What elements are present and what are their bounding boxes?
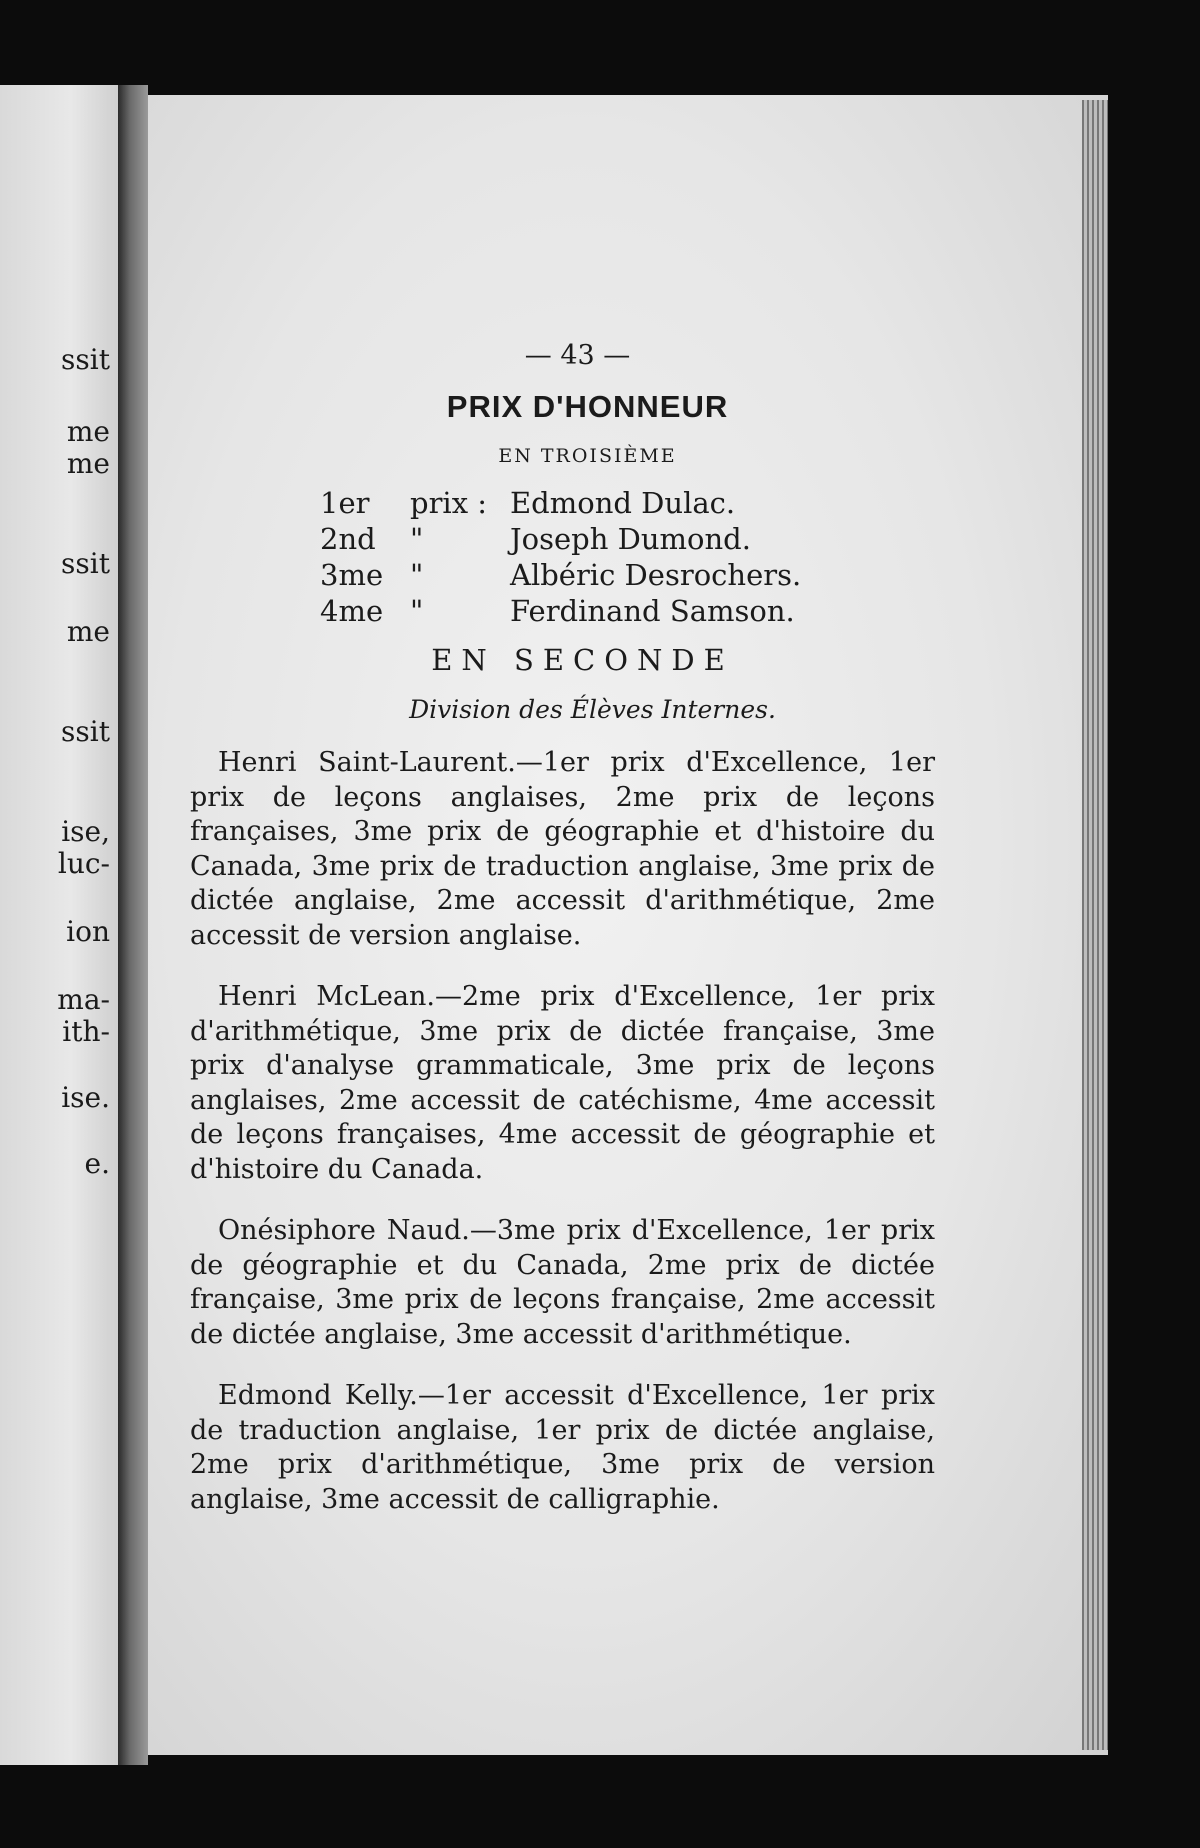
left-fragment: me bbox=[66, 615, 110, 648]
left-fragment: ssit bbox=[61, 715, 110, 748]
division-heading: Division des Élèves Internes. bbox=[409, 695, 776, 724]
left-fragment: me bbox=[66, 447, 110, 480]
honor-rank: 3me bbox=[320, 558, 384, 592]
prize-paragraph: Henri McLean.—2me prix d'Excellence, 1er prix d'arithmétique, 3me prix de dictée française, 3me prix d'analyse grammaticale, 3me prix de leçons anglaises, 2me accessit de catéchisme, 4me accessit de leçons françaises, 4me accessit de géographie et d'histoire du Canada. bbox=[190, 981, 935, 1185]
honor-name: Ferdinand Samson. bbox=[510, 594, 795, 628]
page-number: — 43 — bbox=[524, 340, 631, 371]
page-edge bbox=[1082, 100, 1108, 1750]
left-fragment: ise, bbox=[61, 815, 110, 848]
honor-mark: prix : bbox=[410, 486, 488, 520]
honor-name: Albéric Desrochers. bbox=[510, 558, 802, 592]
left-fragment: ssit bbox=[61, 547, 110, 580]
honor-mark: " bbox=[410, 558, 424, 592]
honor-rank: 4me bbox=[320, 594, 384, 628]
left-page-strip bbox=[0, 85, 118, 1765]
page-title: PRIX D'HONNEUR bbox=[446, 389, 729, 424]
left-fragment: ise. bbox=[61, 1081, 110, 1114]
left-fragment: ssit bbox=[61, 343, 110, 376]
left-fragment: e. bbox=[84, 1147, 110, 1180]
honor-row bbox=[320, 593, 935, 629]
subtitle: EN TROISIÈME bbox=[498, 445, 677, 467]
left-fragment: ith- bbox=[62, 1015, 110, 1048]
prize-paragraph: Edmond Kelly.—1er accessit d'Excellence, 1er prix de traduction anglaise, 1er prix de dictée anglaise, 2me prix d'arithmétique, 3me prix de version anglaise, 3me accessit de calligraphie. bbox=[190, 1380, 935, 1515]
left-fragment: me bbox=[66, 415, 110, 448]
page-content bbox=[190, 340, 935, 1544]
honor-rank: 2nd bbox=[320, 522, 376, 556]
section-heading: EN SECONDE bbox=[431, 643, 734, 677]
left-fragment: ma- bbox=[57, 983, 110, 1016]
honor-row bbox=[320, 557, 935, 593]
prize-paragraphs bbox=[190, 746, 935, 1517]
honor-name: Edmond Dulac. bbox=[510, 486, 736, 520]
honor-row bbox=[320, 521, 935, 557]
prize-paragraph: Onésiphore Naud.—3me prix d'Excellence, 1er prix de géographie et du Canada, 2me prix de dictée française, 3me prix de leçons française, 2me accessit de dictée anglaise, 3me accessit d'arithmétique. bbox=[190, 1215, 935, 1350]
left-fragment: ion bbox=[66, 915, 110, 948]
honor-name: Joseph Dumond. bbox=[510, 522, 751, 556]
honors-list bbox=[320, 485, 935, 629]
background-right bbox=[1108, 0, 1200, 1848]
left-fragment: luc- bbox=[57, 847, 110, 880]
honor-mark: " bbox=[410, 594, 424, 628]
honor-mark: " bbox=[410, 522, 424, 556]
prize-paragraph: Henri Saint-Laurent.—1er prix d'Excellence, 1er prix de leçons anglaises, 2me prix de leçons françaises, 3me prix de géographie et d'histoire du Canada, 3me prix de traduction anglaise, 3me prix de dictée anglaise, 2me accessit d'arithmétique, 2me accessit de version anglaise. bbox=[190, 747, 935, 951]
honor-row bbox=[320, 485, 935, 521]
honor-rank: 1er bbox=[320, 486, 370, 520]
book-gutter bbox=[118, 85, 148, 1765]
